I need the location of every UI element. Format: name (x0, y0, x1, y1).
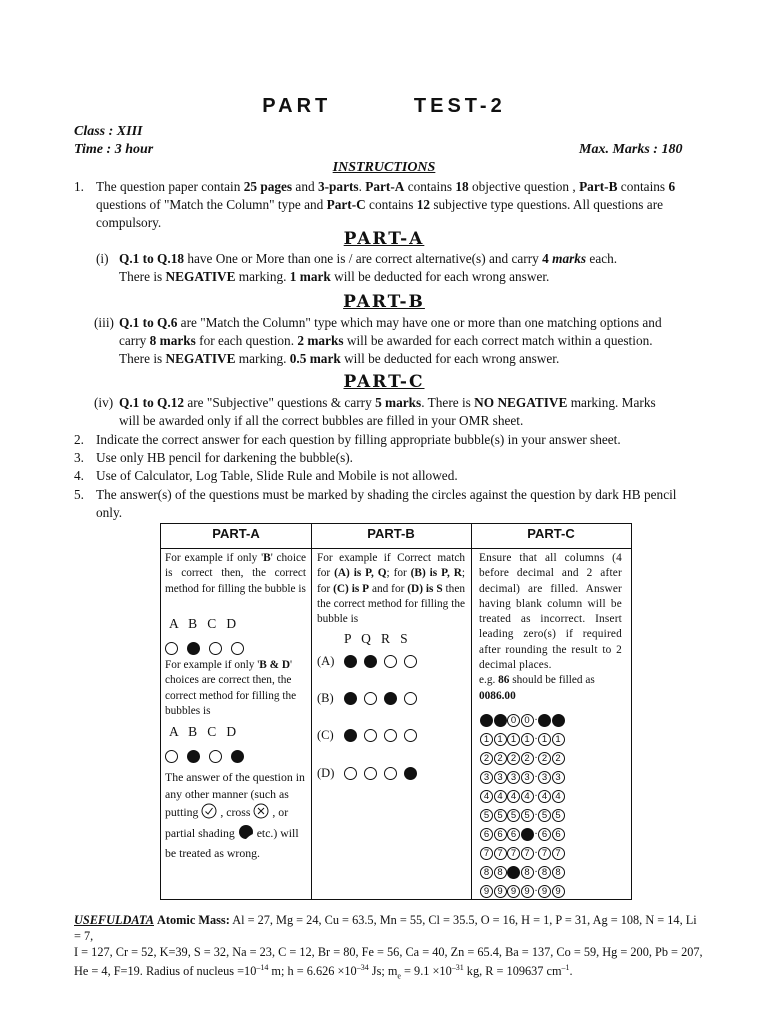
part-c-column (471, 524, 631, 899)
instruction-item (74, 449, 706, 467)
item-text: Indicate the correct answer for each question by filling appropriate bubble(s) in your answer sheet. (96, 432, 621, 447)
empty-bubble (404, 729, 417, 742)
item-number: 1. (74, 179, 84, 194)
filled-bubble (231, 750, 244, 763)
item-text: only. (96, 504, 123, 520)
digit-bubble: 8 (494, 866, 507, 879)
digit-bubble: 2 (494, 752, 507, 765)
part-a-text (119, 250, 699, 286)
decimal-point: · (534, 828, 538, 840)
text-line: There is NEGATIVE marking. 1 mark will be deducted for each wrong answer. (119, 269, 550, 285)
filled-bubble (344, 729, 357, 742)
instruction-1 (74, 178, 696, 233)
digit-bubble: 1 (552, 733, 565, 746)
part-c-example-line: e.g. 86 should be filled as (479, 674, 595, 686)
digit-bubble: 8 (480, 866, 493, 879)
digit-bubble: 5 (494, 809, 507, 822)
filled-bubble (384, 692, 397, 705)
part-c-bubble-grid (480, 711, 565, 901)
digit-bubble: 2 (480, 752, 493, 765)
part-a-heading: PART-A (343, 229, 425, 249)
digit-bubble: 7 (494, 847, 507, 860)
part-c-text (119, 394, 699, 430)
digit-bubble: 7 (480, 847, 493, 860)
part-a-instructions (96, 250, 699, 286)
filled-digit-bubble: 0 (480, 714, 493, 727)
filled-bubble (187, 750, 200, 763)
decimal-point: · (534, 885, 538, 897)
empty-bubble (165, 642, 178, 655)
digit-bubble: 5 (507, 809, 520, 822)
empty-bubble (209, 750, 222, 763)
digit-bubble: 9 (538, 885, 551, 898)
digit-bubble: 6 (552, 828, 565, 841)
empty-bubble (384, 729, 397, 742)
digit-bubble: 9 (507, 885, 520, 898)
instruction-item (74, 486, 706, 504)
filled-digit-bubble: 0 (494, 714, 507, 727)
digit-bubble: 4 (494, 790, 507, 803)
digit-bubble: 7 (552, 847, 565, 860)
digit-bubble: 6 (494, 828, 507, 841)
atomic-mass-values-1: Al = 27, Mg = 24, Cu = 63.5, Mn = 55, Cl = 35.5, O = 16, H = 1, P = 31, Ag = 108, N = 14, Li = 7, (74, 913, 697, 943)
digit-bubble: 6 (507, 828, 520, 841)
part-b-bubble-row (317, 764, 424, 782)
digit-bubble: 4 (521, 790, 534, 803)
item-number: 3. (74, 450, 84, 466)
table-header-part-a: PART-A (212, 526, 260, 541)
part-c-number: (iv) (94, 395, 114, 410)
part-b-bubble-row (317, 689, 424, 707)
table-header-part-b: PART-B (367, 526, 415, 541)
filled-digit-bubble: 6 (521, 828, 534, 841)
text-line: Q.1 to Q.12 are "Subjective" questions & carry 5 marks. There is NO NEGATIVE marking. Marks (119, 395, 656, 410)
digit-bubble: 2 (538, 752, 551, 765)
digit-bubble: 3 (552, 771, 565, 784)
part-a-bubble-row-1 (165, 639, 253, 657)
empty-bubble (404, 655, 417, 668)
digit-bubble: 9 (521, 885, 534, 898)
filled-bubble (344, 655, 357, 668)
digit-bubble: 1 (494, 733, 507, 746)
decimal-point: · (534, 752, 538, 764)
digit-bubble: 2 (521, 752, 534, 765)
digit-bubble: 1 (507, 733, 520, 746)
digit-bubble: 4 (538, 790, 551, 803)
filled-digit-bubble: 0 (538, 714, 551, 727)
digit-bubble: 2 (552, 752, 565, 765)
decimal-point: · (534, 866, 538, 878)
partial-shade-bubble-icon (238, 824, 254, 845)
digit-row (480, 844, 565, 863)
digit-bubble: 1 (521, 733, 534, 746)
digit-bubble: 6 (538, 828, 551, 841)
digit-bubble: 9 (552, 885, 565, 898)
digit-bubble: 5 (521, 809, 534, 822)
row-label: (D) (317, 765, 335, 780)
text-line: will be awarded only if all the correct bubbles are filled in your OMR sheet. (119, 413, 524, 429)
digit-row (480, 825, 565, 844)
digit-bubble: 5 (538, 809, 551, 822)
row-label: (A) (317, 653, 335, 668)
part-b-bubble-row (317, 652, 424, 670)
item-text: The answer(s) of the questions must be marked by shading the circles against the question by dark HB pencil (96, 486, 677, 502)
part-a-options-label: A B C D (169, 616, 237, 631)
instruction-item (74, 431, 706, 449)
part-c-heading: PART-C (343, 372, 425, 392)
item-text: Use of Calculator, Log Table, Slide Rule and Mobile is not allowed. (96, 468, 458, 484)
part-a-options-label-2: A B C D (169, 724, 237, 739)
part-a-example-1-text: For example if only 'B' choice is correct then, the correct method for filling the bubble is (165, 552, 306, 595)
digit-bubble: 6 (480, 828, 493, 841)
answer-example-table (160, 523, 632, 900)
digit-row (480, 730, 565, 749)
decimal-point: · (534, 809, 538, 821)
instruction-list (74, 431, 706, 522)
text-line: Q.1 to Q.6 are "Match the Column" type which may have one or more than one matching options and (119, 315, 662, 330)
digit-bubble: 9 (494, 885, 507, 898)
digit-bubble: 5 (480, 809, 493, 822)
digit-bubble: 4 (480, 790, 493, 803)
row-label: (C) (317, 727, 334, 742)
item-number: 5. (74, 486, 84, 502)
digit-bubble: 1 (538, 733, 551, 746)
digit-bubble: 0 (521, 714, 534, 727)
digit-bubble: 8 (538, 866, 551, 879)
table-header-part-c: PART-C (527, 526, 575, 541)
class-line: Class : XIII (74, 124, 143, 139)
filled-bubble (404, 767, 417, 780)
part-c-example-text: Ensure that all columns (4 before decimal and 2 after decimal) are filled. Answer having blank column will be treated as incorrect. Insert leading zero(s) if required after rounding the result to 2 decimal places. (479, 552, 622, 672)
digit-bubble: 3 (480, 771, 493, 784)
empty-bubble (231, 642, 244, 655)
filled-bubble (364, 655, 377, 668)
useful-data (74, 912, 704, 985)
digit-bubble: 8 (552, 866, 565, 879)
decimal-point: · (534, 847, 538, 859)
part-b-column (311, 524, 471, 899)
row-label: (B) (317, 690, 334, 705)
part-b-heading: PART-B (343, 292, 425, 312)
filled-digit-bubble: 0 (552, 714, 565, 727)
part-a-wrong-marking-text: The answer of the question in any other manner (such as putting , cross , or partial shading etc.) will be treated as wrong. (165, 770, 305, 860)
part-b-instructions (94, 314, 699, 369)
digit-row (480, 806, 565, 825)
decimal-point: · (534, 733, 538, 745)
digit-bubble: 8 (521, 866, 534, 879)
empty-bubble (209, 642, 222, 655)
digit-bubble: 2 (507, 752, 520, 765)
text-line: The question paper contain 25 pages and 3-parts. Part-A contains 18 objective question , Part-B contains 6 (96, 179, 676, 194)
part-c-example-value: 0086.00 (479, 690, 516, 702)
part-b-bubble-row (317, 726, 424, 744)
empty-bubble (384, 655, 397, 668)
digit-row (480, 749, 565, 768)
atomic-mass-label: Atomic Mass: (157, 913, 230, 927)
instruction-item (74, 467, 706, 485)
digit-row (480, 882, 565, 901)
digit-row (480, 768, 565, 787)
text-line: questions of "Match the Column" type and Part-C contains 12 subjective type questions. All questions are (96, 197, 664, 213)
max-marks: Max. Marks : 180 (579, 142, 683, 157)
part-a-column (161, 524, 311, 899)
part-b-options-label: P Q R S (344, 631, 408, 646)
digit-bubble: 4 (552, 790, 565, 803)
atomic-mass-values-2: I = 127, Cr = 52, K=39, S = 32, Na = 23, C = 12, Br = 80, Fe = 56, Ca = 40, Zn = 65.4, Ba = 137, Co = 59, Hg = 200, Pb = 207, (74, 945, 703, 959)
filled-digit-bubble: 8 (507, 866, 520, 879)
text-line: compulsory. (96, 215, 162, 231)
digit-row (480, 711, 565, 730)
page-title: PART TEST-2 (262, 95, 506, 117)
digit-bubble: 0 (507, 714, 520, 727)
digit-bubble: 7 (507, 847, 520, 860)
part-a-example-2-text: For example if only 'B & D' choices are correct then, the correct method for filling the bubbles is (165, 659, 297, 717)
part-b-text (119, 314, 699, 369)
item-number: 4. (74, 468, 84, 484)
instructions-heading: INSTRUCTIONS (332, 160, 436, 175)
digit-bubble: 3 (521, 771, 534, 784)
empty-bubble (364, 767, 377, 780)
digit-bubble: 3 (538, 771, 551, 784)
part-b-number: (iii) (94, 315, 114, 330)
part-a-bubble-row-2 (165, 747, 253, 765)
decimal-point: · (534, 714, 538, 726)
item-text: Use only HB pencil for darkening the bubble(s). (96, 450, 354, 466)
text-line: There is NEGATIVE marking. 0.5 mark will be deducted for each wrong answer. (119, 351, 560, 367)
part-c-instructions (94, 394, 699, 430)
empty-bubble (165, 750, 178, 763)
digit-bubble: 9 (480, 885, 493, 898)
instruction-1-text (96, 178, 696, 233)
digit-bubble: 4 (507, 790, 520, 803)
part-b-example-text: For example if Correct match for (A) is P, Q; for (B) is P, R; for (C) is P and for (D) is S then the correct method for filling the bubble is (317, 552, 465, 626)
digit-bubble: 1 (480, 733, 493, 746)
cross-bubble-icon (253, 803, 269, 824)
empty-bubble (344, 767, 357, 780)
empty-bubble (404, 692, 417, 705)
time-line: Time : 3 hour (74, 142, 154, 157)
instruction-item (96, 504, 706, 522)
decimal-point: · (534, 790, 538, 802)
tick-bubble-icon (201, 803, 217, 824)
filled-bubble (344, 692, 357, 705)
digit-bubble: 7 (521, 847, 534, 860)
digit-row (480, 863, 565, 882)
digit-row (480, 787, 565, 806)
empty-bubble (384, 767, 397, 780)
digit-bubble: 3 (494, 771, 507, 784)
digit-bubble: 5 (552, 809, 565, 822)
item-number: 2. (74, 432, 84, 447)
text-line: carry 8 marks for each question. 2 marks will be awarded for each correct match within a question. (119, 333, 653, 349)
filled-bubble (187, 642, 200, 655)
part-a-number: (i) (96, 251, 109, 266)
empty-bubble (364, 729, 377, 742)
digit-bubble: 3 (507, 771, 520, 784)
empty-bubble (364, 692, 377, 705)
digit-bubble: 7 (538, 847, 551, 860)
text-line: Q.1 to Q.18 have One or More than one is / are correct alternative(s) and carry 4 marks each. (119, 251, 618, 266)
useful-data-label: USEFULDATA (74, 913, 154, 927)
decimal-point: · (534, 771, 538, 783)
constants-line: He = 4, F=19. Radius of nucleus $=10^{-14}$ m; $h = 6.626 \times 10^{-34}$ Js; $m_e = 9.1 \times 10^{-31}$ kg, R = 109637 $cm^{-1}$. (74, 963, 573, 981)
